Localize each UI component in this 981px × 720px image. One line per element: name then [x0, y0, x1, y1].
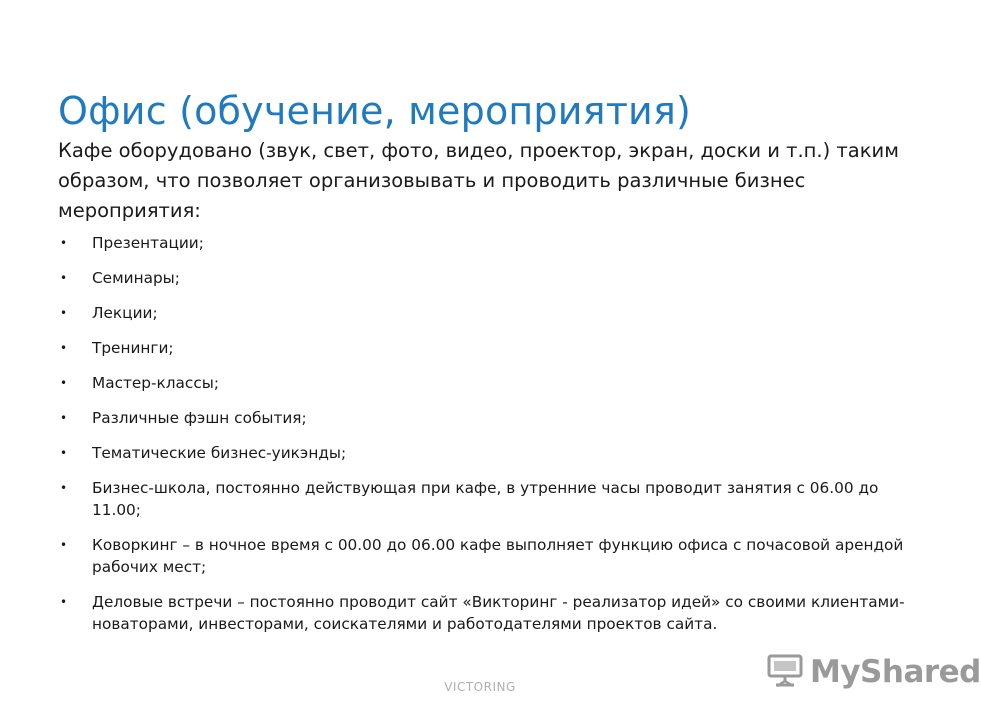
list-item [58, 337, 908, 359]
list-item-text: Тренинги; [92, 339, 174, 357]
list-item [58, 442, 908, 464]
list-item-text: Мастер-классы; [92, 374, 219, 392]
intro-paragraph: Кафе оборудовано (звук, свет, фото, видео, проектор, экран, доски и т.п.) таким образом, что позволяет организовывать и проводить различные бизнес мероприятия: [58, 139, 899, 222]
list-item [58, 372, 908, 394]
bullet-icon: • [60, 595, 68, 609]
bullet-icon: • [60, 236, 68, 250]
bullet-icon: • [60, 306, 68, 320]
list-item [58, 534, 908, 578]
bullet-icon: • [60, 376, 68, 390]
watermark-text: MyShared [810, 654, 981, 690]
list-item-text: Деловые встречи – постоянно проводит сайт «Викторинг - реализатор идей» со своими клиентами-новаторами, инвесторами, соискателями и работодателями проектов сайта. [92, 593, 905, 633]
list-item-text: Коворкинг – в ночное время с 00.00 до 06.00 кафе выполняет функцию офиса с почасовой арендой рабочих мест; [92, 536, 904, 576]
list-item-text: Тематические бизнес-уикэнды; [92, 444, 347, 462]
list-item-text: Семинары; [92, 269, 180, 287]
bullet-icon: • [60, 538, 68, 552]
list-item-text: Лекции; [92, 304, 158, 322]
myshared-watermark[interactable] [766, 652, 981, 692]
list-item [58, 267, 908, 289]
list-item [58, 477, 908, 521]
bullet-list [58, 232, 908, 648]
bullet-icon: • [60, 411, 68, 425]
bullet-icon: • [60, 481, 68, 495]
bullet-icon: • [60, 271, 68, 285]
list-item-text: Бизнес-школа, постоянно действующая при кафе, в утренние часы проводит занятия с 06.00 до 11.00; [92, 479, 879, 519]
bullet-icon: • [60, 341, 68, 355]
list-item-text: Различные фэшн события; [92, 409, 307, 427]
bullet-icon: • [60, 446, 68, 460]
slide-footer: VICTORING [444, 680, 516, 694]
list-item [58, 591, 908, 635]
slide-title: Офис (обучение, мероприятия) [58, 89, 692, 134]
list-item [58, 302, 908, 324]
list-item [58, 232, 908, 254]
list-item-text: Презентации; [92, 234, 204, 252]
presentation-board-icon [766, 653, 804, 691]
list-item [58, 407, 908, 429]
